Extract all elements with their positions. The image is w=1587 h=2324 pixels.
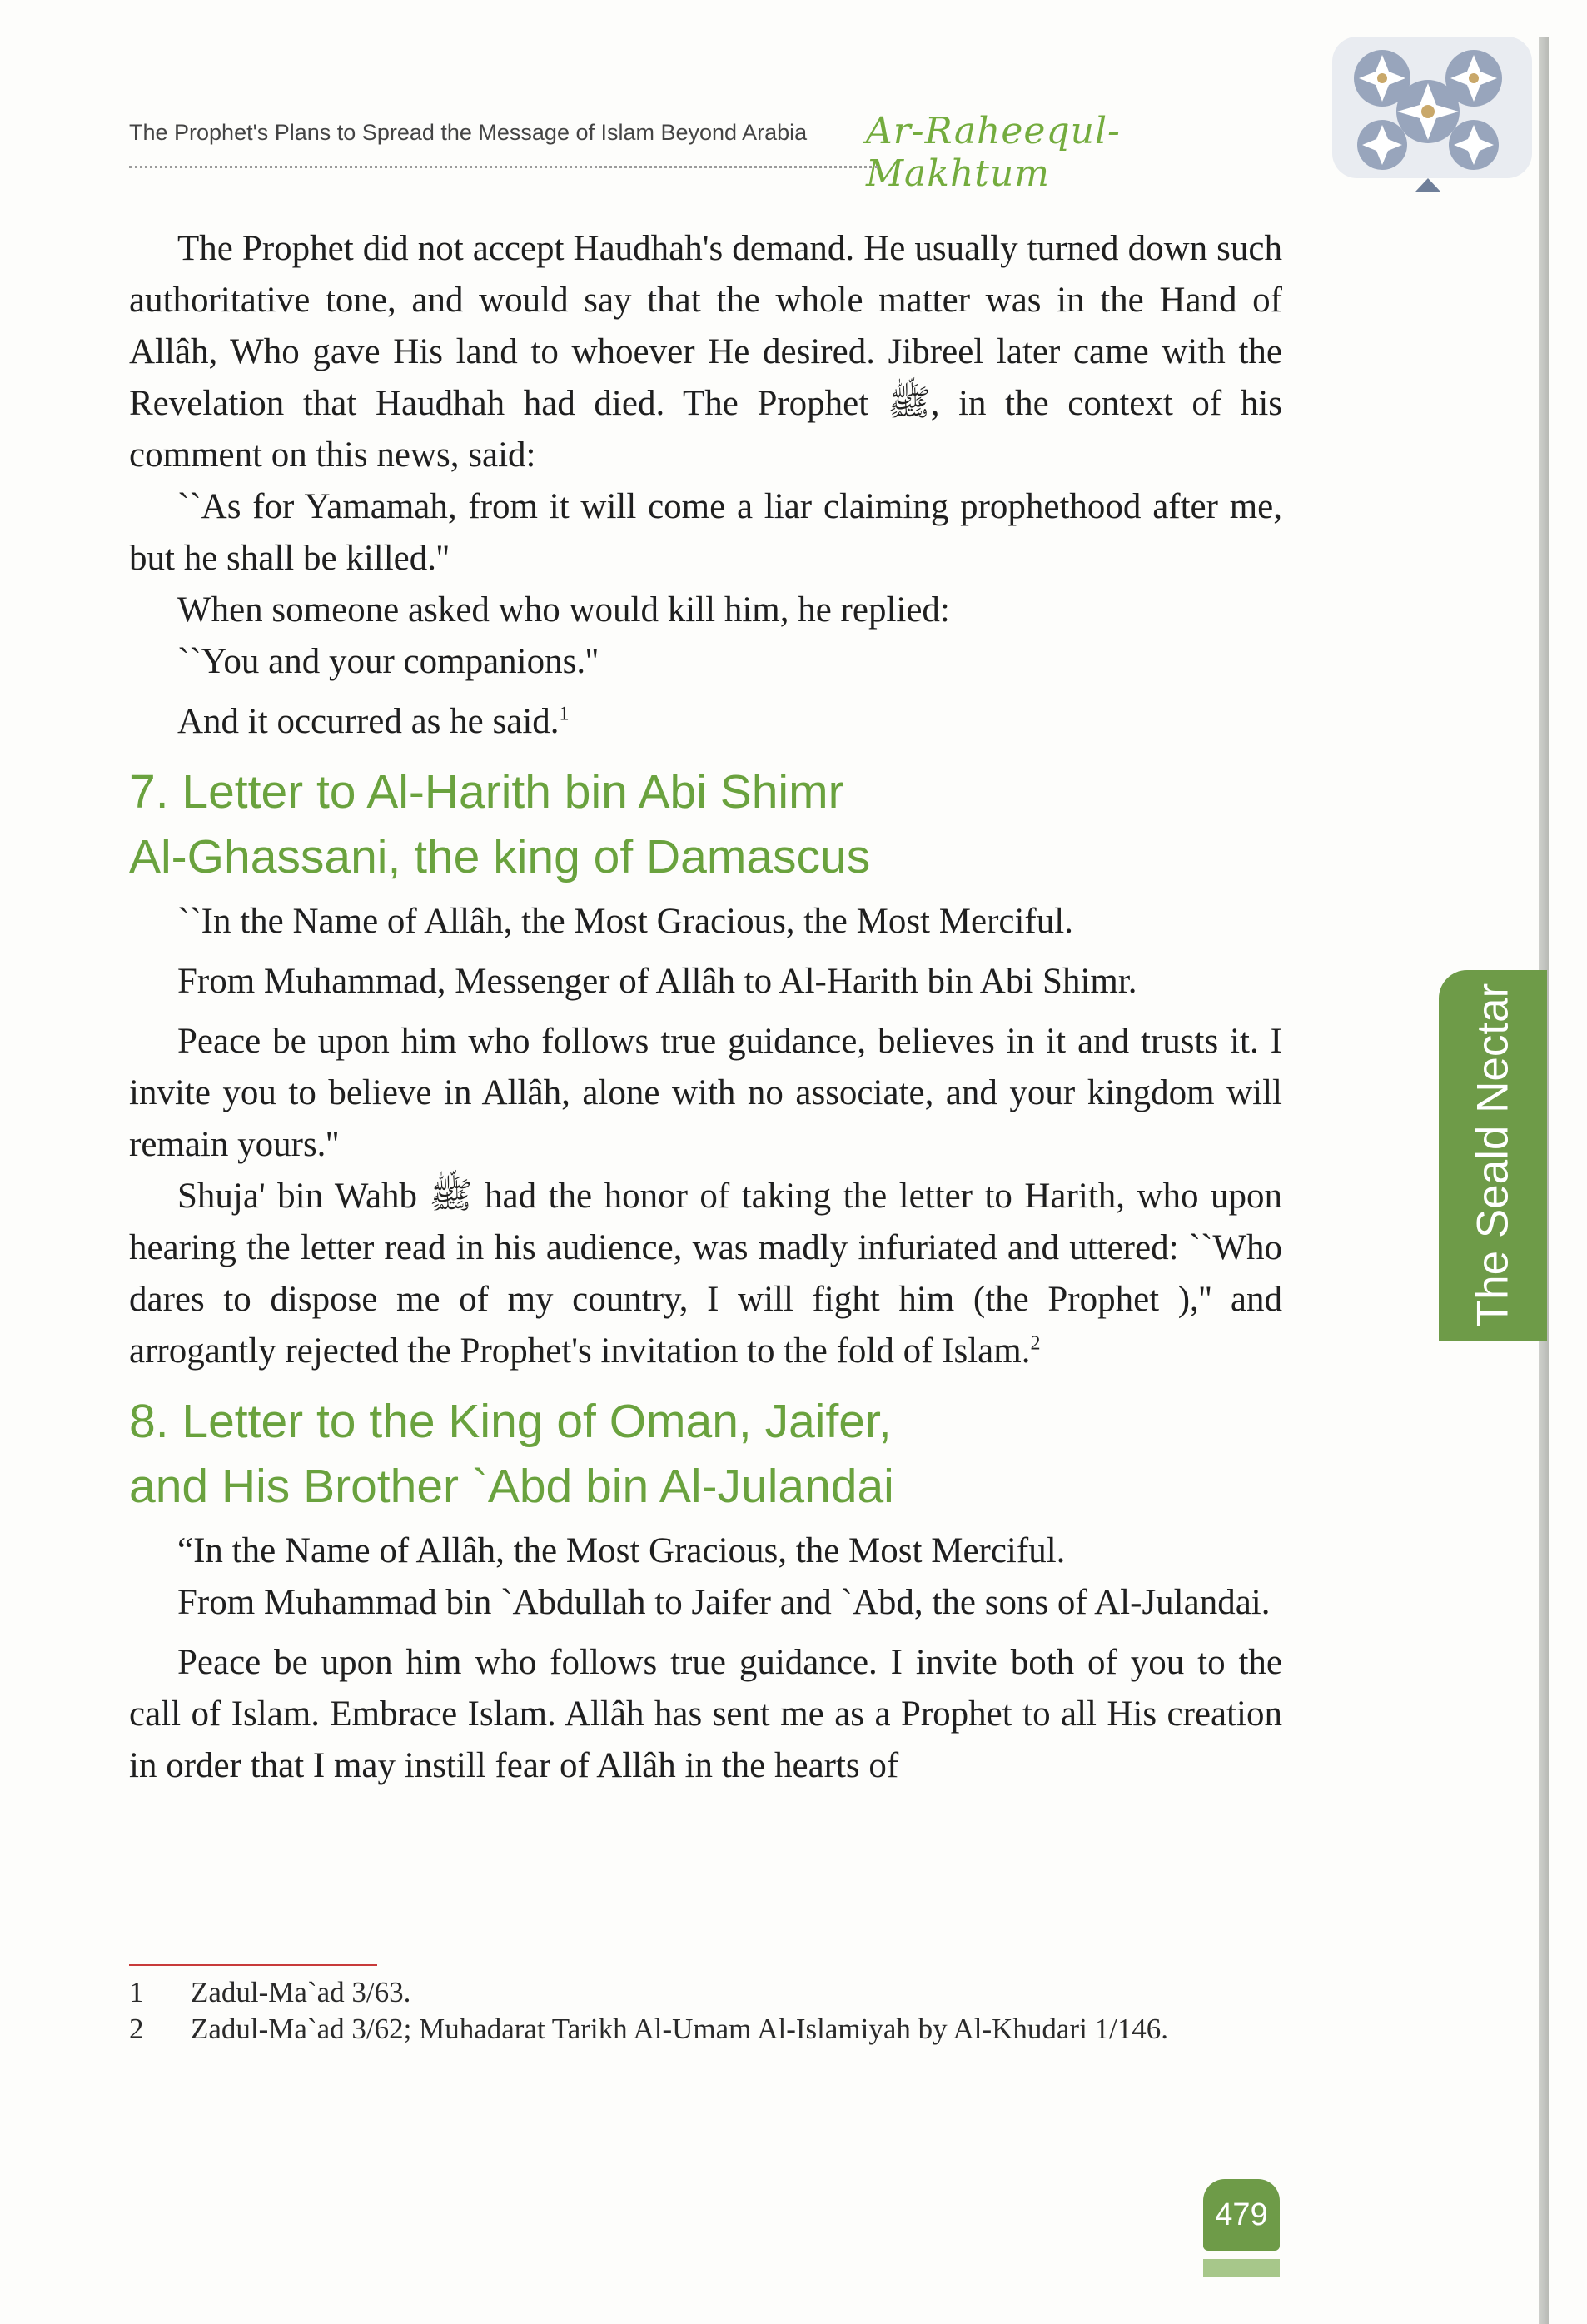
footnote-ref: 2 xyxy=(1030,1332,1041,1355)
book-title: Ar-Raheequl-Makhtum xyxy=(866,110,1121,195)
footnote-number: 2 xyxy=(129,2013,144,2045)
footnote-text: Zadul-Ma`ad 3/62; Muhadarat Tarikh Al-Umam Al-Islamiyah by Al-Khudari 1/146. xyxy=(191,2013,1169,2045)
header-rule xyxy=(129,166,878,168)
footnote xyxy=(129,2011,1282,2048)
paragraph: The Prophet did not accept Haudhah's demand. He usually turned down such authoritative tone, and would say that the whole matter was in the Hand of Allâh, Who gave His land to whoever He desired. Jibreel later came with the Revelation that Haudhah had died. The Prophet ﷺ, in the context of his comment on this news, said: xyxy=(129,229,1282,475)
paragraph-text: Shuja' bin Wahb ﷺ had the honor of taking the letter to Harith, who upon hearing the letter read in his audience, was madly infuriated and uttered: ``Who dares to dispose me of my country, I will fight him (the Prophet ),'' and arrogantly rejected the Prophet's invitation to the fold of Islam. xyxy=(129,1177,1283,1371)
quote-paragraph: ``You and your companions.'' xyxy=(177,642,599,681)
footnote-number: 1 xyxy=(129,1976,144,2008)
paragraph-text: And it occurred as he said. xyxy=(177,702,560,741)
paragraph: From Muhammad, Messenger of Allâh to Al-Harith bin Abi Shimr. xyxy=(177,962,1137,1001)
islamic-ornament-icon xyxy=(1316,28,1540,195)
quote-paragraph: “In the Name of Allâh, the Most Gracious, the Most Merciful. xyxy=(177,1531,1066,1570)
heading-line: and His Brother `Abd bin Al-Julandai xyxy=(129,1460,894,1513)
footnote-rule xyxy=(129,1964,377,1966)
heading-line: 7. Letter to Al-Harith bin Abi Shimr xyxy=(129,765,844,819)
side-tab xyxy=(1439,970,1547,1341)
footnote-ref: 1 xyxy=(559,703,570,725)
paragraph: From Muhammad bin `Abdullah to Jaifer and `Abd, the sons of Al-Julandai. xyxy=(177,1583,1271,1622)
footnotes xyxy=(129,1964,1282,2048)
footnote-text: Zadul-Ma`ad 3/63. xyxy=(191,1976,411,2008)
footnote xyxy=(129,1974,1282,2011)
section-heading-8 xyxy=(129,1389,1282,1519)
page-number-strip xyxy=(1203,2259,1280,2277)
running-title: The Prophet's Plans to Spread the Message of Islam Beyond Arabia xyxy=(129,120,808,145)
section-heading-7 xyxy=(129,759,1282,889)
heading-line: Al-Ghassani, the king of Damascus xyxy=(129,830,871,883)
quote-paragraph: ``In the Name of Allâh, the Most Gracious, the Most Merciful. xyxy=(177,902,1073,941)
paragraph: When someone asked who would kill him, he replied: xyxy=(177,590,950,630)
quote-paragraph: ``As for Yamamah, from it will come a liar claiming prophethood after me, but he shall be killed.'' xyxy=(129,487,1282,578)
paragraph xyxy=(129,1171,1282,1377)
heading-line: 8. Letter to the King of Oman, Jaifer, xyxy=(129,1395,892,1448)
side-tab-label: The Seald Nectar xyxy=(1468,983,1518,1327)
page-number: 479 xyxy=(1203,2179,1280,2251)
paragraph: Peace be upon him who follows true guidance, believes in it and trusts it. I invite you to believe in Allâh, alone with no associate, and your kingdom will remain yours.'' xyxy=(129,1022,1282,1164)
page-body xyxy=(129,223,1282,1792)
paragraph: Peace be upon him who follows true guidance. I invite both of you to the call of Islam. Embrace Islam. Allâh has sent me as a Prophet to all His creation in order that I may instill fear of Allâh in the hearts of xyxy=(129,1643,1282,1785)
paragraph xyxy=(129,696,1282,748)
